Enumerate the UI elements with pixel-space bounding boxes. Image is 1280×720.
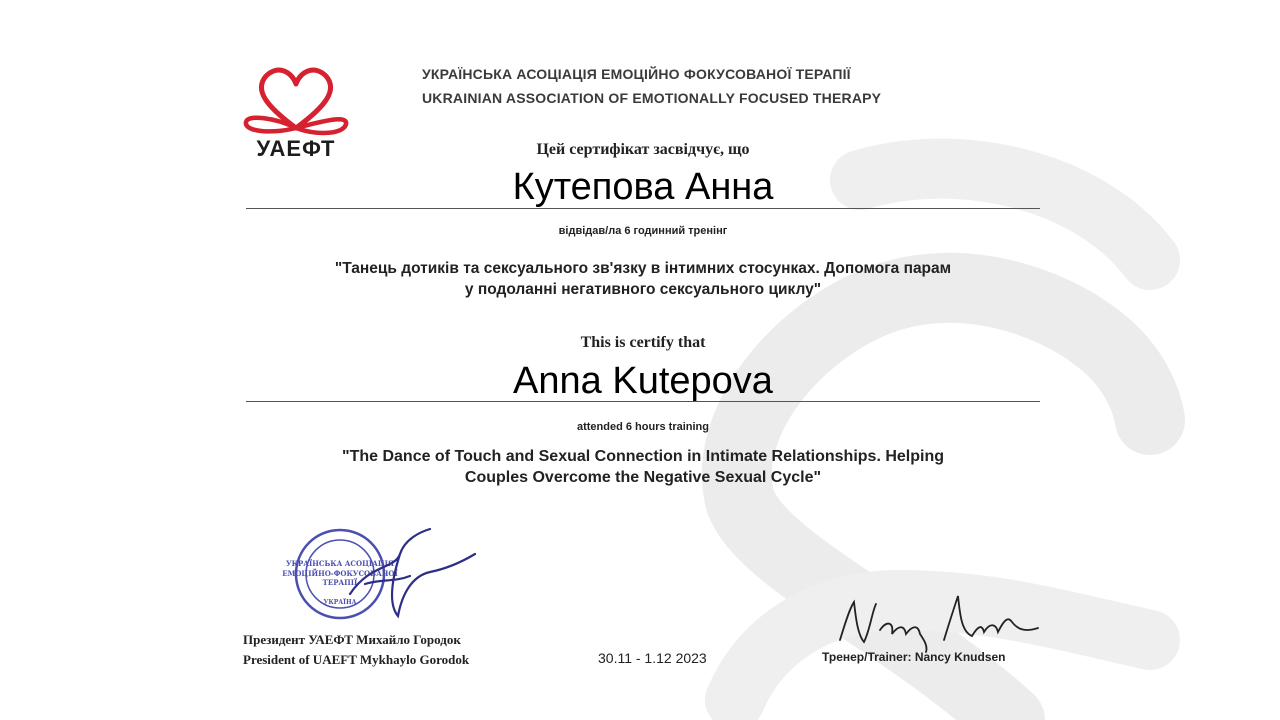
name-underline-ua bbox=[246, 208, 1040, 209]
svg-text:ТЕРАПІЇ: ТЕРАПІЇ bbox=[322, 578, 358, 587]
recipient-name-en: Anna Kutepova bbox=[513, 360, 773, 402]
certificate-lead-ua: Цей сертифікат засвідчує, що bbox=[536, 141, 750, 158]
president-signature-icon bbox=[340, 524, 480, 624]
trainer-signature-icon bbox=[832, 590, 1047, 656]
attendance-en: attended 6 hours training bbox=[576, 421, 709, 433]
training-title-en-line2: Couples Overcome the Negative Sexual Cycle" bbox=[464, 469, 822, 486]
attendance-ua: відвідав/ла 6 годинний тренінг bbox=[558, 225, 728, 237]
organization-name-ua: УКРАЇНСЬКА АСОЦІАЦІЯ ЕМОЦІЙНО ФОКУСОВАНОЇ ТЕРАПІЇ bbox=[422, 66, 851, 82]
svg-text:ЕМОЦІЙНО-ФОКУСОВАНОЇ: ЕМОЦІЙНО-ФОКУСОВАНОЇ bbox=[282, 569, 398, 578]
training-title-en-line1: "The Dance of Touch and Sexual Connection in Intimate Relationships. Helping bbox=[341, 448, 944, 465]
training-title-ua-line2: у подоланні негативного сексуального циклу" bbox=[464, 281, 822, 298]
svg-text:УКРАЇНСЬКА АСОЦІАЦІЯ: УКРАЇНСЬКА АСОЦІАЦІЯ bbox=[285, 559, 395, 568]
certificate-lead-en: This is certify that bbox=[580, 334, 706, 351]
name-underline-en bbox=[246, 401, 1040, 402]
training-title-ua-line1: "Танець дотиків та сексуального зв'язку в інтимних стосунках. Допомога парам bbox=[334, 260, 952, 277]
recipient-name-ua: Кутепова Анна bbox=[512, 166, 774, 208]
trainer-name: Тренер/Trainer: Nancy Knudsen bbox=[822, 650, 1006, 664]
organization-name-en: UKRAINIAN ASSOCIATION OF EMOTIONALLY FOCUSED THERAPY bbox=[422, 90, 882, 106]
logo-text: УАЕФТ bbox=[256, 136, 336, 161]
training-dates: 30.11 - 1.12 2023 bbox=[598, 650, 707, 666]
svg-text:УКРАЇНА: УКРАЇНА bbox=[323, 599, 357, 606]
president-title-en: President of UAEFT Mykhaylo Gorodok bbox=[243, 652, 470, 667]
president-title-ua: Президент УАЕФТ Михайло Городок bbox=[243, 632, 461, 647]
